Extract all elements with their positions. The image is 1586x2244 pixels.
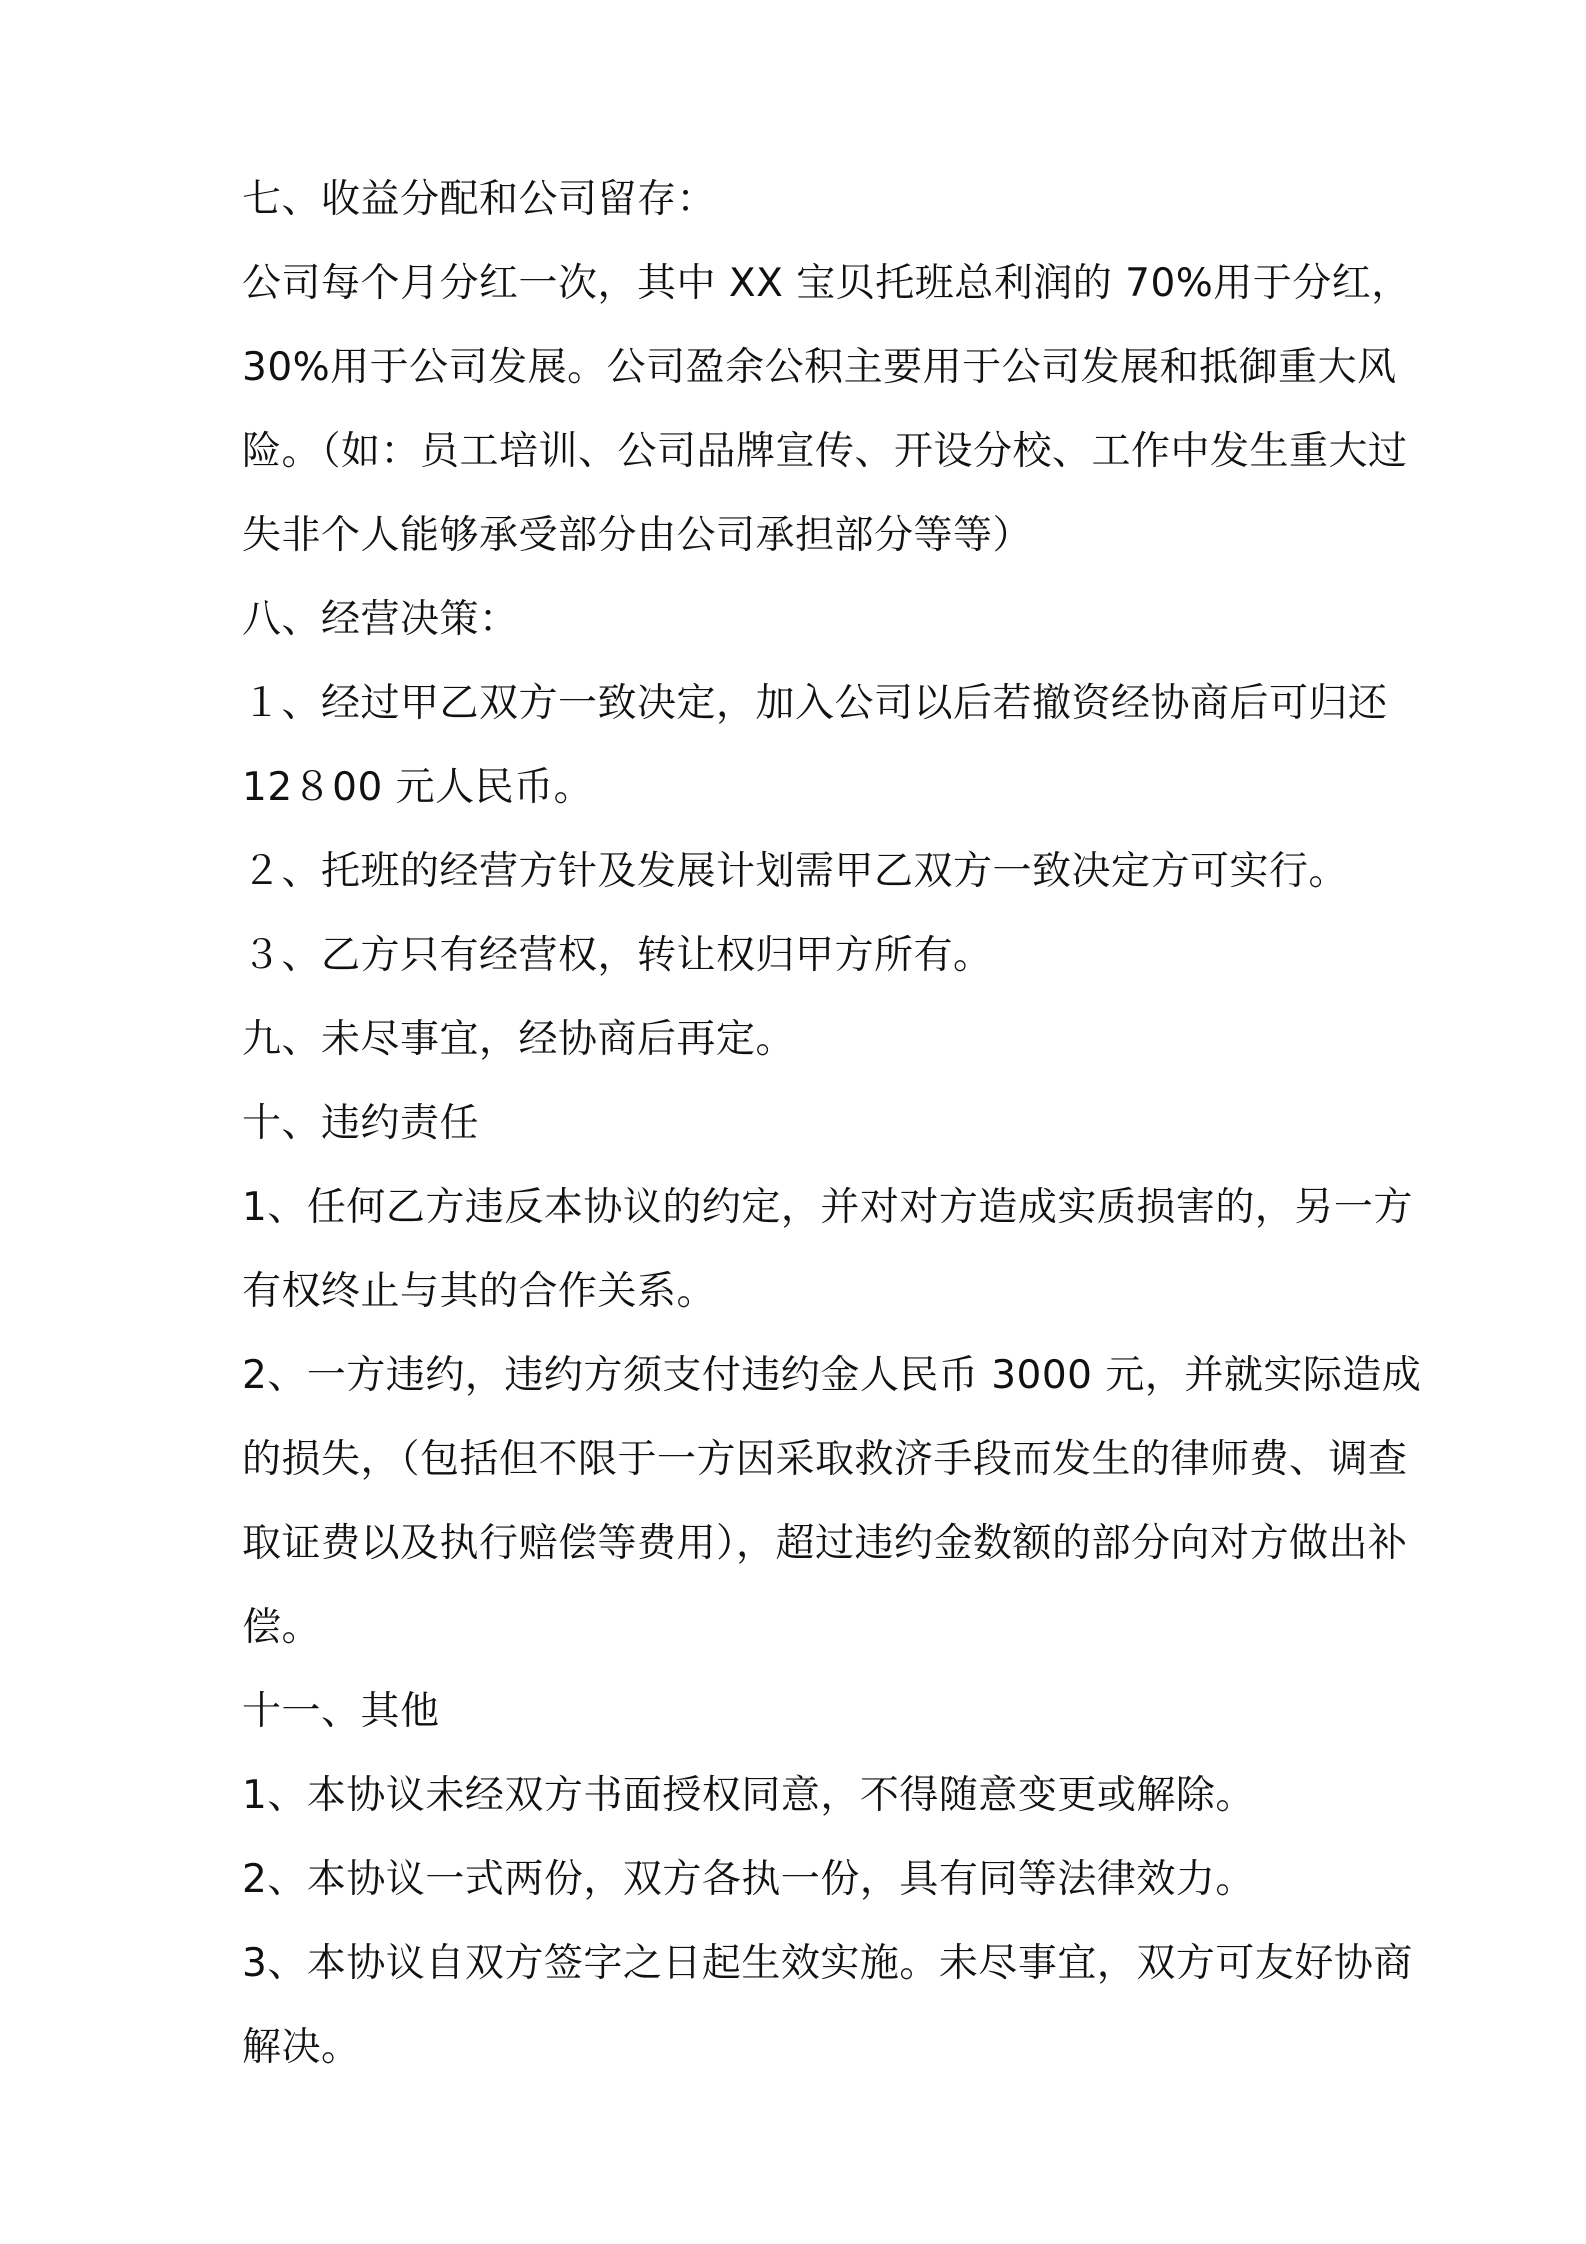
paragraph-line: 30%用于公司发展。公司盈余公积主要用于公司发展和抵御重大风	[242, 345, 1397, 390]
document-body	[242, 158, 1422, 2090]
paragraph-line: 偿。	[242, 1605, 322, 1650]
section-heading-others: 十一、其他	[242, 1689, 440, 1734]
paragraph-line: 有权终止与其的合作关系。	[242, 1269, 717, 1314]
section-heading-liability: 十、违约责任	[242, 1101, 480, 1146]
paragraph-line: １、经过甲乙双方一致决定，加入公司以后若撤资经协商后可归还	[242, 681, 1388, 726]
paragraph-line: ２、托班的经营方针及发展计划需甲乙双方一致决定方可实行。	[242, 849, 1349, 894]
paragraph-line: 公司每个月分红一次，其中 XX 宝贝托班总利润的 70%用于分红，	[242, 261, 1411, 306]
paragraph-line: 1、任何乙方违反本协议的约定，并对对方造成实质损害的，另一方	[242, 1185, 1413, 1230]
paragraph-line: 2、本协议一式两份，双方各执一份，具有同等法律效力。	[242, 1857, 1255, 1902]
section-heading-profit-distribution: 七、收益分配和公司留存：	[242, 177, 717, 222]
paragraph-line: 失非个人能够承受部分由公司承担部分等等）	[242, 513, 1033, 558]
paragraph-line: 1、本协议未经双方书面授权同意，不得随意变更或解除。	[242, 1773, 1255, 1818]
paragraph-line: 3、本协议自双方签字之日起生效实施。未尽事宜，双方可友好协商	[242, 1941, 1413, 1986]
paragraph-line: ３、乙方只有经营权，转让权归甲方所有。	[242, 933, 993, 978]
paragraph-line: 险。（如：员工培训、公司品牌宣传、开设分校、工作中发生重大过	[242, 429, 1408, 474]
paragraph-line: 取证费以及执行赔偿等费用），超过违约金数额的部分向对方做出补	[242, 1521, 1408, 1566]
section-heading-other-matters: 九、未尽事宜，经协商后再定。	[242, 1017, 796, 1062]
paragraph-line: 12８00 元人民币。	[242, 765, 594, 810]
section-heading-business-decisions: 八、经营决策：	[242, 597, 519, 642]
paragraph-line: 的损失，（包括但不限于一方因采取救济手段而发生的律师费、调查	[242, 1437, 1408, 1482]
paragraph-line: 解决。	[242, 2025, 361, 2070]
paragraph-line: 2、一方违约，违约方须支付违约金人民币 3000 元，并就实际造成	[242, 1353, 1422, 1398]
